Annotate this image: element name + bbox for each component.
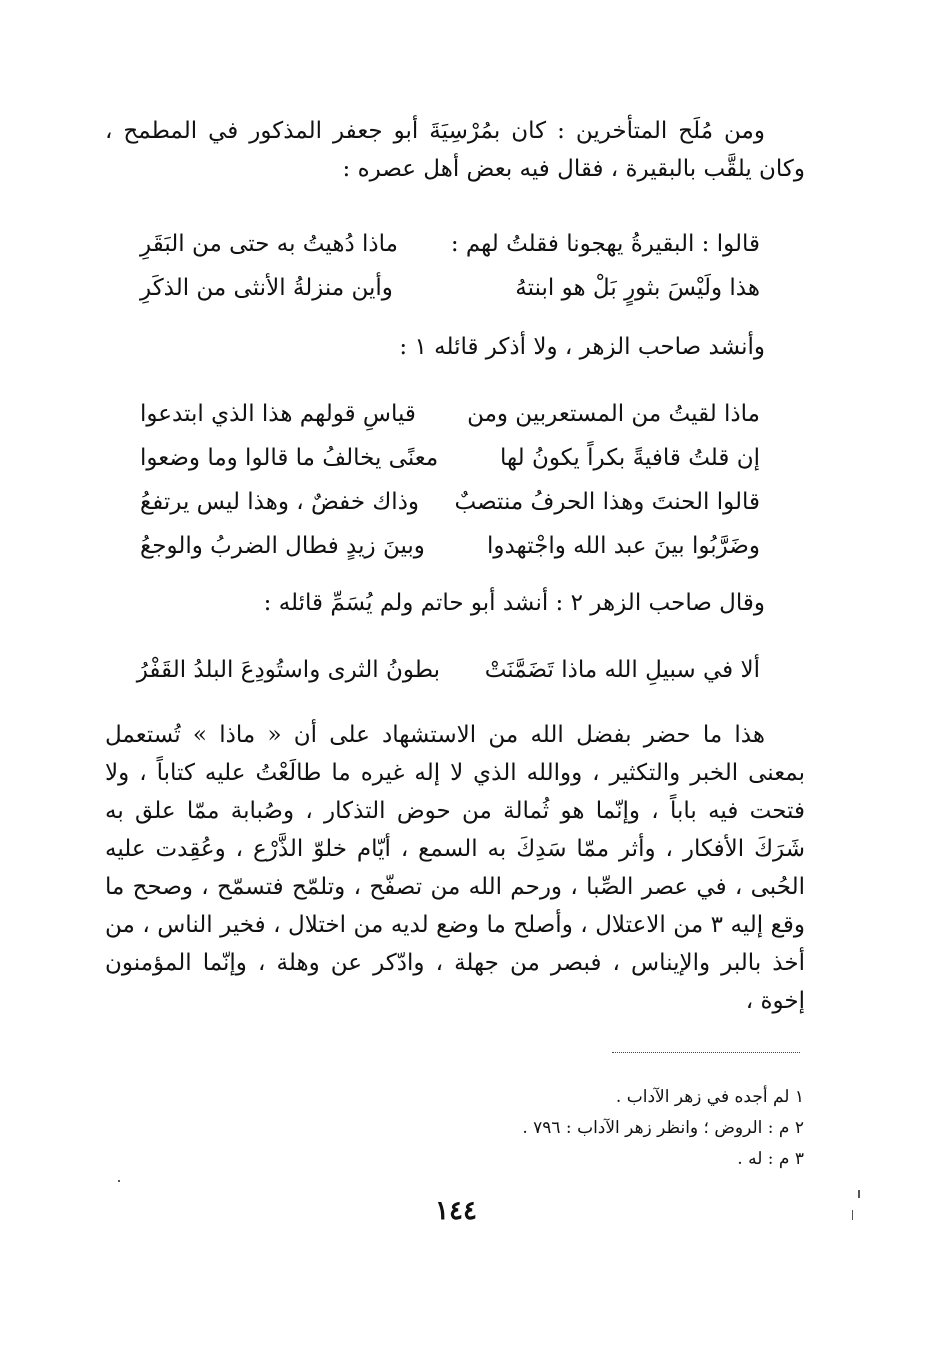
verse-second-hemistich: قياسِ قولهم هذا الذي ابتدعوا <box>140 401 416 427</box>
verse-first-hemistich: ألا في سبيلِ الله ماذا تَضَمَّنَتْ <box>484 657 760 683</box>
poem-line <box>140 222 760 266</box>
footnote-separator <box>612 1052 800 1053</box>
verse-first-hemistich: قالوا : البقيرةُ يهجونا فقلتُ لهم : <box>450 231 760 257</box>
verse-first-hemistich: قالوا الحنتَ وهذا الحرفُ منتصبٌ <box>454 489 760 515</box>
poem-line <box>140 266 760 310</box>
footnotes <box>384 1082 804 1175</box>
verse-second-hemistich: بطونُ الثرى واستُودِعَ البلدُ القَفْرُ <box>136 657 440 683</box>
verse-second-hemistich: وذاك خفضٌ ، وهذا ليس يرتفعُ <box>140 489 420 515</box>
poem-sabil-allah <box>136 648 760 692</box>
scan-speck <box>852 1210 853 1220</box>
verse-first-hemistich: إن قلتُ قافيةً بكراً يكونُ لها <box>500 445 760 471</box>
verse-first-hemistich: وضَرَّبُوا بينَ عبد الله واجْتهدوا <box>486 533 760 559</box>
poem-buqayra <box>140 222 760 310</box>
paragraph-abu-hatim: وقال صاحب الزهر ٢ : أنشد أبو حاتم ولم يُسَمِّ قائله : <box>263 590 765 616</box>
footnote-2: ٢ م : الروض ؛ وانظر زهر الآداب : ٧٩٦ . <box>522 1118 804 1138</box>
verse-first-hemistich: ماذا لقيتُ من المستعربين ومن <box>467 401 760 427</box>
footnote-1: ١ لم أجده في زهر الآداب . <box>615 1087 804 1107</box>
poem-line <box>140 480 760 524</box>
paragraph-conclusion: هذا ما حضر بفضل الله من الاستشهاد على أن « ماذا » تُستعمل بمعنى الخبر والتكثير ، ووالله الذي لا إله غيره ما طالَعْتُ عليه كتاباً ، ولا فتحت فيه باباً ، وإنّما هو ثُمالة من حوض التذكار ، وصُبابة ممّا علق به شَرَكَ الأفكار ، وأثر ممّا سَدِكَ به السمع ، أيّام خلوّ الذَّرْع ، وعُقِدت عليه الحُبى ، في عصر الصِّبا ، ورحم الله من تصفّح ، وتلمّح فتسمّح ، وصحح ما وقع إليه ٣ من الاعتلال ، وأصلح ما وضع لديه من اختلال ، فخير الناس ، من أخذ بالبر والإيناس ، فبصر من جهلة ، وادّكر عن وهلة ، وإنّما المؤمنون إخوة ، <box>105 722 805 1014</box>
verse-second-hemistich: وبينَ زيدٍ فطال الضربُ والوجعُ <box>140 533 425 559</box>
scan-speck <box>118 1180 120 1182</box>
poem-line <box>140 524 760 568</box>
paragraph-zahr-intro: وأنشد صاحب الزهر ، ولا أذكر قائله ١ : <box>399 334 765 360</box>
scan-speck <box>858 1190 860 1198</box>
verse-second-hemistich: معنًى يخالفُ ما قالوا وما وضعوا <box>140 445 439 471</box>
verse-first-hemistich: هذا ولَيْسَ بثورٍ بَلْ هو ابنتهُ <box>515 275 760 301</box>
poem-line <box>136 648 760 692</box>
page-number: ١٤٤ <box>435 1196 477 1226</box>
verse-second-hemistich: وأين منزلةُ الأنثى من الذكَرِ <box>140 275 393 301</box>
footnote-3: ٣ م : له . <box>737 1149 804 1169</box>
paragraph-intro: ومن مُلَح المتأخرين : كان بمُرْسِيَةَ أبو جعفر المذكور في المطمح ، وكان يلقَّب بالبقيرة ، فقال فيه بعض أهل عصره : <box>105 118 805 182</box>
poem-line <box>140 436 760 480</box>
poem-line <box>140 392 760 436</box>
poem-mustaribin <box>140 392 760 568</box>
verse-second-hemistich: ماذا دُهيتُ به حتى من البَقَرِ <box>140 231 398 257</box>
